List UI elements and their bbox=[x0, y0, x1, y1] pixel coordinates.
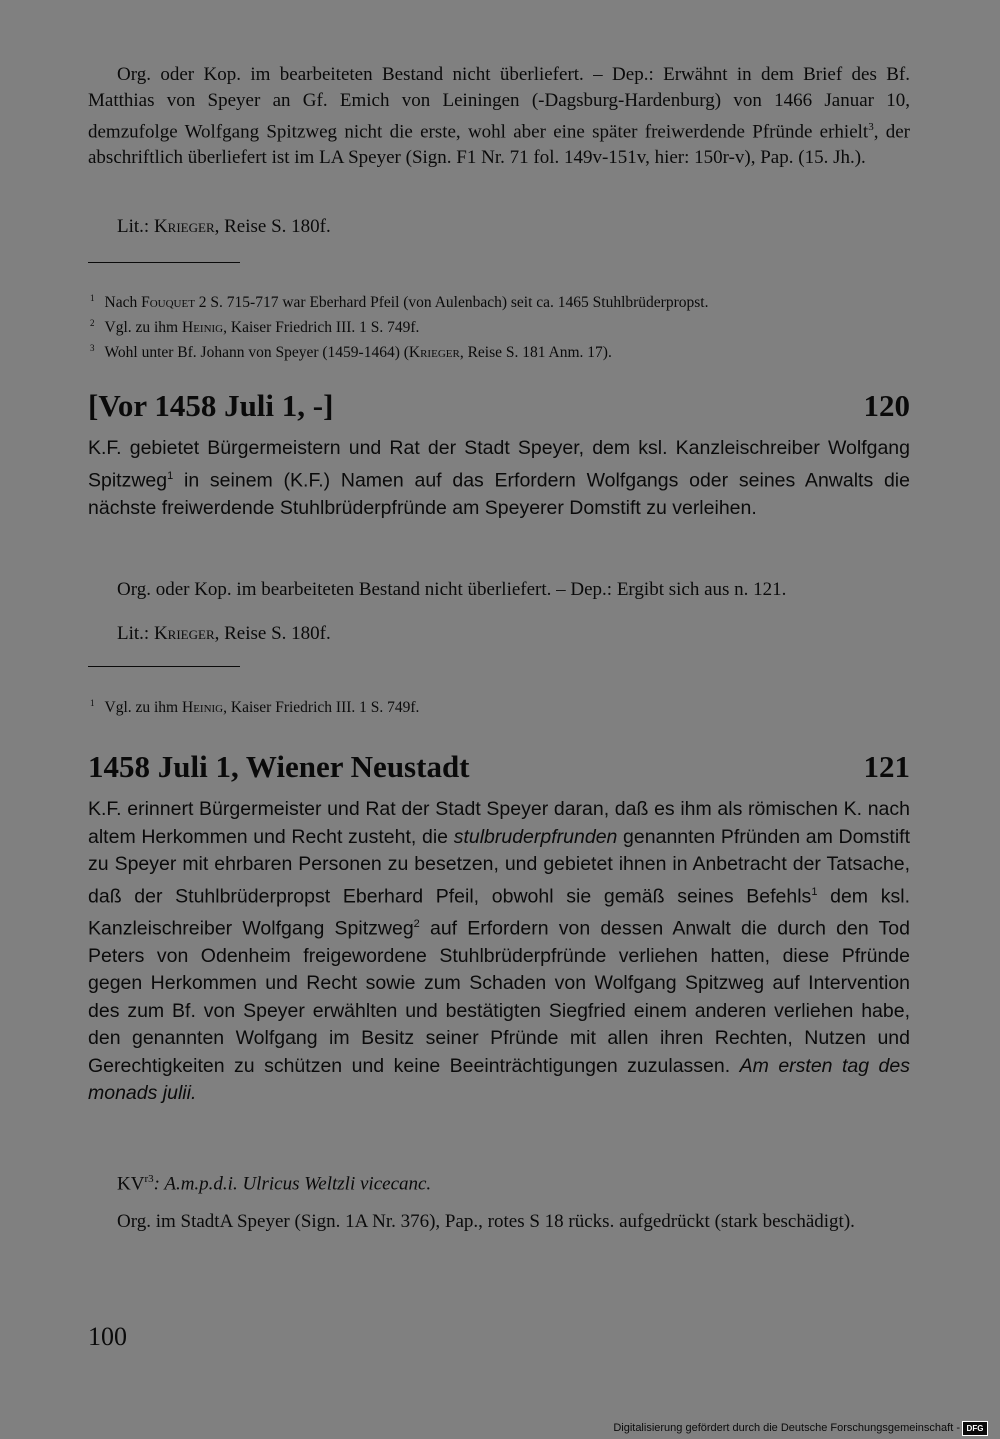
kv-text: : A.m.p.d.i. Ulricus Weltzli vicecanc. bbox=[153, 1173, 432, 1195]
footnote-ref: 3 bbox=[868, 121, 874, 133]
quoted-term: stulbruderpfrunden bbox=[453, 825, 618, 848]
footnote-rule bbox=[88, 666, 240, 667]
footnote-text: , Kaiser Friedrich III. 1 S. 749f. bbox=[223, 699, 420, 716]
footnote-author: Heinig bbox=[182, 319, 224, 336]
regest-text: dem ksl. Kanzleischreiber Wolfgang Spitzweg bbox=[88, 885, 910, 939]
footnote bbox=[88, 313, 910, 338]
footnote bbox=[88, 288, 910, 313]
footnote-number: 1 bbox=[90, 698, 95, 708]
entry-120-archive-note bbox=[88, 577, 910, 603]
funding-credit: Digitalisierung gefördert durch die Deutsche Forschungsgemeinschaft - bbox=[613, 1422, 960, 1434]
regest-text: K.F. erinnert Bürgermeister und Rat der Stadt Speyer daran, daß es ihm als römischen K. nach altem Herkommen und Recht zusteht, die bbox=[88, 798, 910, 848]
kv-sup: r3 bbox=[144, 1173, 154, 1185]
archive-note-text: Org. oder Kop. im bearbeiteten Bestand nicht überliefert. – Dep.: Erwähnt in dem Brief des Bf. Matthias von Speyer an Gf. Emich von Leiningen (-Dagsburg-Hardenburg) von 1466 Januar 10, demzufolge Wolfgang Spitzweg nicht die erste, wohl aber eine später freiwerdende Pfründe erhielt bbox=[88, 64, 910, 143]
lit-author: Krieger bbox=[153, 216, 215, 237]
entry-121-regest bbox=[88, 796, 910, 1108]
footnote-text: Vgl. zu ihm bbox=[104, 319, 182, 336]
footnote-text: , Kaiser Friedrich III. 1 S. 749f. bbox=[223, 319, 420, 336]
footnote-author: Heinig bbox=[182, 699, 224, 716]
lit-author: Krieger bbox=[153, 623, 215, 644]
page-number: 100 bbox=[88, 1322, 127, 1351]
lit-label: Lit.: bbox=[117, 623, 154, 644]
entry-121-archive-note bbox=[88, 1209, 910, 1235]
top-footnotes bbox=[88, 288, 910, 363]
footnote-text: Vgl. zu ihm bbox=[104, 699, 182, 716]
top-literature bbox=[88, 214, 910, 240]
entry-120-footnotes bbox=[88, 693, 910, 718]
entry-120-literature bbox=[88, 621, 910, 647]
footnote-number: 1 bbox=[90, 293, 95, 303]
footnote-number: 2 bbox=[90, 318, 95, 328]
entry-121-heading bbox=[88, 749, 910, 785]
lit-reference: , Reise S. 180f. bbox=[214, 623, 331, 644]
top-archive-note bbox=[88, 62, 910, 171]
footnote-ref: 2 bbox=[413, 917, 420, 930]
entry-date: [Vor 1458 Juli 1, -] bbox=[88, 388, 334, 423]
lit-label: Lit.: bbox=[117, 216, 154, 237]
footnote bbox=[88, 693, 910, 718]
footnote bbox=[88, 338, 910, 363]
footnote-text: 2 S. 715-717 war Eberhard Pfeil (von Aulenbach) seit ca. 1465 Stuhlbrüderpropst. bbox=[194, 294, 709, 311]
dfg-logo: DFG bbox=[962, 1421, 988, 1436]
footnote-text: Nach bbox=[104, 294, 142, 311]
regest-text: auf Erfordern von dessen Anwalt die durch den Tod Peters von Odenheim freigewordene Stuhlbrüderpfründe verliehen hatten, diese Pfründe gegen Herkommen und Recht sowie zum Schaden von Wolfgang Spitzweg auf Intervention des zum Bf. von Speyer erwählten und bestätigten Siegfried einem anderen verliehen habe, den genannten Wolfgang im Besitz seiner Pfründe mit allen ihren Rechten, Nutzen und Gerechtigkeiten zu schützen und keine Beeinträchtigungen zuzulassen. bbox=[88, 917, 910, 1077]
entry-number: 120 bbox=[863, 388, 910, 423]
archive-note-text-end: , der abschriftlich überliefert ist im LA Speyer (Sign. F1 Nr. 71 fol. 149v-151v, hier: 150r-v), Pap. (15. Jh.). bbox=[88, 121, 910, 169]
footnote-author: Krieger bbox=[408, 344, 460, 361]
lit-reference: , Reise S. 180f. bbox=[214, 216, 331, 237]
footnote-author: Fouquet bbox=[141, 294, 195, 311]
regest-text: K.F. gebietet Bürgermeistern und Rat der Stadt Speyer, dem ksl. Kanzleischreiber Wolfgang Spitzweg bbox=[88, 437, 910, 491]
kv-label: KV bbox=[117, 1173, 145, 1195]
entry-number: 121 bbox=[863, 749, 910, 784]
footnote-text: Wohl unter Bf. Johann von Speyer (1459-1464) ( bbox=[104, 344, 409, 361]
footnote-rule bbox=[88, 262, 240, 263]
entry-date: 1458 Juli 1, Wiener Neustadt bbox=[88, 749, 470, 784]
archive-note-text: Org. oder Kop. im bearbeiteten Bestand nicht überliefert. – Dep.: Ergibt sich aus n. 121. bbox=[117, 579, 787, 600]
footnote-number: 3 bbox=[90, 343, 95, 353]
footnote-ref: 1 bbox=[811, 885, 818, 898]
entry-120-regest bbox=[88, 435, 910, 522]
regest-text: genannten Pfründen am Domstift zu Speyer mit ehrbaren Personen zu besetzen, und gebietet ihnen in Anbetracht der Tatsache, daß der Stuhlbrüderpropst Eberhard Pfeil, obwohl sie gemäß seines Befehls bbox=[88, 825, 910, 907]
footnote-text: , Reise S. 181 Anm. 17). bbox=[459, 344, 612, 361]
regest-text: in seinem (K.F.) Namen auf das Erfordern Wolfgangs oder seines Anwalts die nächste freiwerdende Stuhlbrüderpfründe am Speyerer Domstift zu verleihen. bbox=[88, 469, 910, 519]
entry-120-heading bbox=[88, 388, 910, 424]
dating-clause: Am ersten tag des monads julii. bbox=[88, 1054, 910, 1104]
footnote-ref: 1 bbox=[167, 469, 174, 482]
archive-note-text: Org. im StadtA Speyer (Sign. 1A Nr. 376), Pap., rotes S 18 rücks. aufgedrückt (stark beschädigt). bbox=[117, 1211, 855, 1232]
entry-121-kanzleivermerk bbox=[88, 1166, 910, 1197]
